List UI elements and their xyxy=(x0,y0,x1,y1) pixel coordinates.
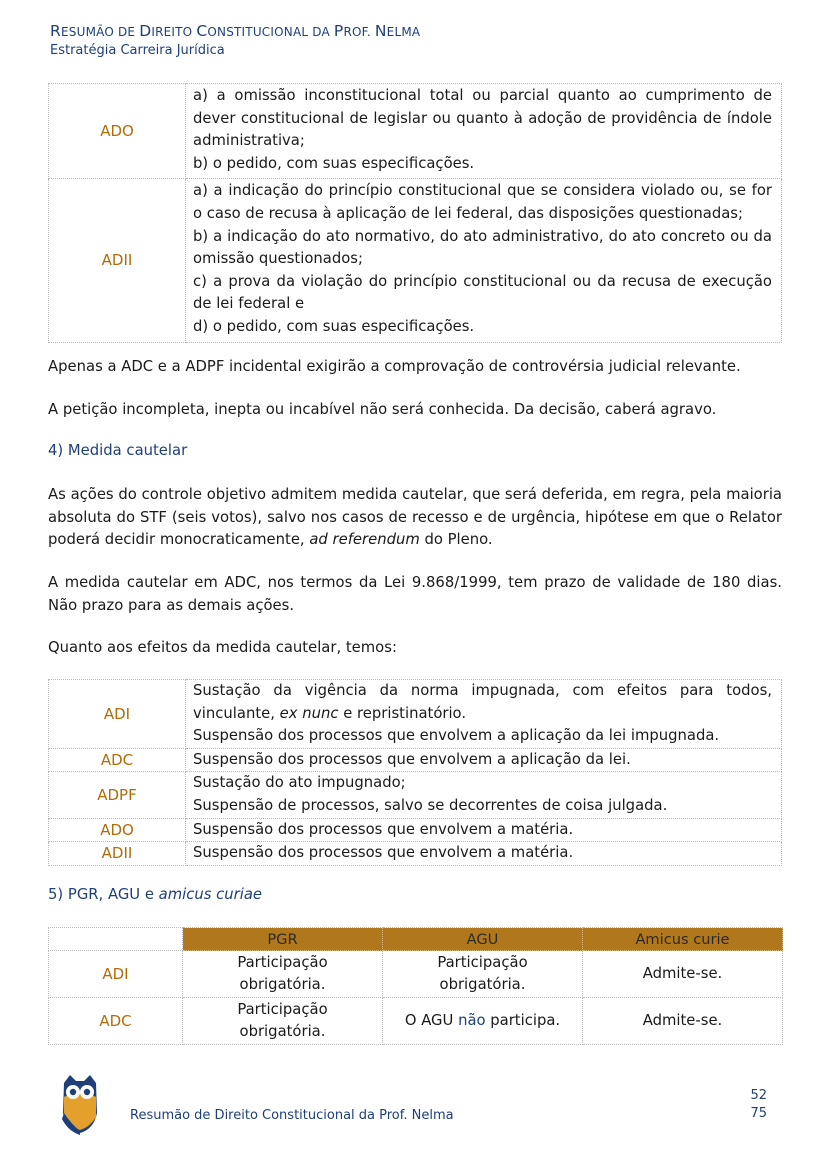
table-row xyxy=(49,84,782,179)
table-row xyxy=(49,951,783,998)
owl-logo-icon xyxy=(60,1073,100,1139)
cell-agu: O AGU não participa. xyxy=(383,998,583,1045)
effects-table xyxy=(48,679,782,866)
section-heading-pgr-agu: 5) PGR, AGU e amicus curiae xyxy=(48,886,263,903)
page-number: 52 xyxy=(750,1088,767,1103)
paragraph-medida-cautelar: As ações do controle objetivo admitem medida cautelar, que será deferida, em regra, pela maioria absoluta do STF (seis votos), salvo nos casos de recesso e de urgência, hipótese em que o Relator poderá decidir monocraticamente, ad referendum do Pleno. xyxy=(48,486,782,549)
cell-amicus: Admite-se. xyxy=(583,998,783,1045)
table-row xyxy=(49,748,782,772)
table-row xyxy=(49,772,782,818)
table-row xyxy=(49,179,782,342)
header-cell-agu: AGU xyxy=(383,928,583,951)
requirements-table xyxy=(48,83,782,343)
page-header xyxy=(50,22,420,58)
table-row xyxy=(49,842,782,866)
row-key: ADO xyxy=(49,818,186,842)
page-total: 75 xyxy=(750,1106,767,1121)
section-heading-medida-cautelar: 4) Medida cautelar xyxy=(48,442,188,459)
intervention-table xyxy=(48,927,783,1045)
paragraph-adc-adpf: Apenas a ADC e a ADPF incidental exigirão a comprovação de controvérsia judicial relevante. xyxy=(48,358,741,375)
table-row xyxy=(49,680,782,749)
row-key: ADI xyxy=(49,680,186,749)
row-content: Suspensão dos processos que envolvem a matéria. xyxy=(186,842,782,866)
row-key: ADPF xyxy=(49,772,186,818)
page-counter xyxy=(735,1087,767,1123)
row-content: Sustação do ato impugnado; Suspensão de processos, salvo se decorrentes de coisa julgada. xyxy=(186,772,782,818)
header-cell-pgr: PGR xyxy=(183,928,383,951)
paragraph-efeitos-intro: Quanto aos efeitos da medida cautelar, temos: xyxy=(48,639,397,656)
row-content: Suspensão dos processos que envolvem a matéria. xyxy=(186,818,782,842)
cell-pgr: Participação obrigatória. xyxy=(183,951,383,998)
row-key: ADII xyxy=(49,842,186,866)
row-key: ADC xyxy=(49,998,183,1045)
table-row xyxy=(49,818,782,842)
table-header-row xyxy=(49,928,783,951)
row-key: ADC xyxy=(49,748,186,772)
row-key: ADO xyxy=(49,84,186,179)
cell-pgr: Participação obrigatória. xyxy=(183,998,383,1045)
table-row xyxy=(49,998,783,1045)
row-key: ADII xyxy=(49,179,186,342)
row-content: Sustação da vigência da norma impugnada, com efeitos para todos, vinculante, ex nunc e repristinatório. Suspensão dos processos que envolvem a aplicação da lei impugnada. xyxy=(186,680,782,749)
row-content: a) a indicação do princípio constitucional que se considera violado ou, se for o caso de recusa à aplicação de lei federal, das disposições questionadas; b) a indicação do ato normativo, do ato administrativo, do ato concreto ou da omissão questionados; c) a prova da violação do princípio constitucional ou da recusa de execução de lei federal e d) o pedido, com suas especificações. xyxy=(186,179,782,342)
cell-amicus: Admite-se. xyxy=(583,951,783,998)
header-cell-empty xyxy=(49,928,183,951)
paragraph-adc-prazo: A medida cautelar em ADC, nos termos da Lei 9.868/1999, tem prazo de validade de 180 dias. Não prazo para as demais ações. xyxy=(48,574,782,614)
header-subtitle: Estratégia Carreira Jurídica xyxy=(50,43,225,58)
row-content: a) a omissão inconstitucional total ou parcial quanto ao cumprimento de dever constitucional de legislar ou quanto à adoção de providência de índole administrativa; b) o pedido, com suas especificações. xyxy=(186,84,782,179)
cell-agu: Participação obrigatória. xyxy=(383,951,583,998)
header-cell-amicus: Amicus curie xyxy=(583,928,783,951)
header-title: RESUMÃO DE DIREITO CONSTITUCIONAL DA PROF. NELMA xyxy=(50,22,421,40)
row-key: ADI xyxy=(49,951,183,998)
footer-title: Resumão de Direito Constitucional da Prof. Nelma xyxy=(130,1108,454,1123)
paragraph-peticao: A petição incompleta, inepta ou incabível não será conhecida. Da decisão, caberá agravo. xyxy=(48,401,717,418)
row-content: Suspensão dos processos que envolvem a aplicação da lei. xyxy=(186,748,782,772)
